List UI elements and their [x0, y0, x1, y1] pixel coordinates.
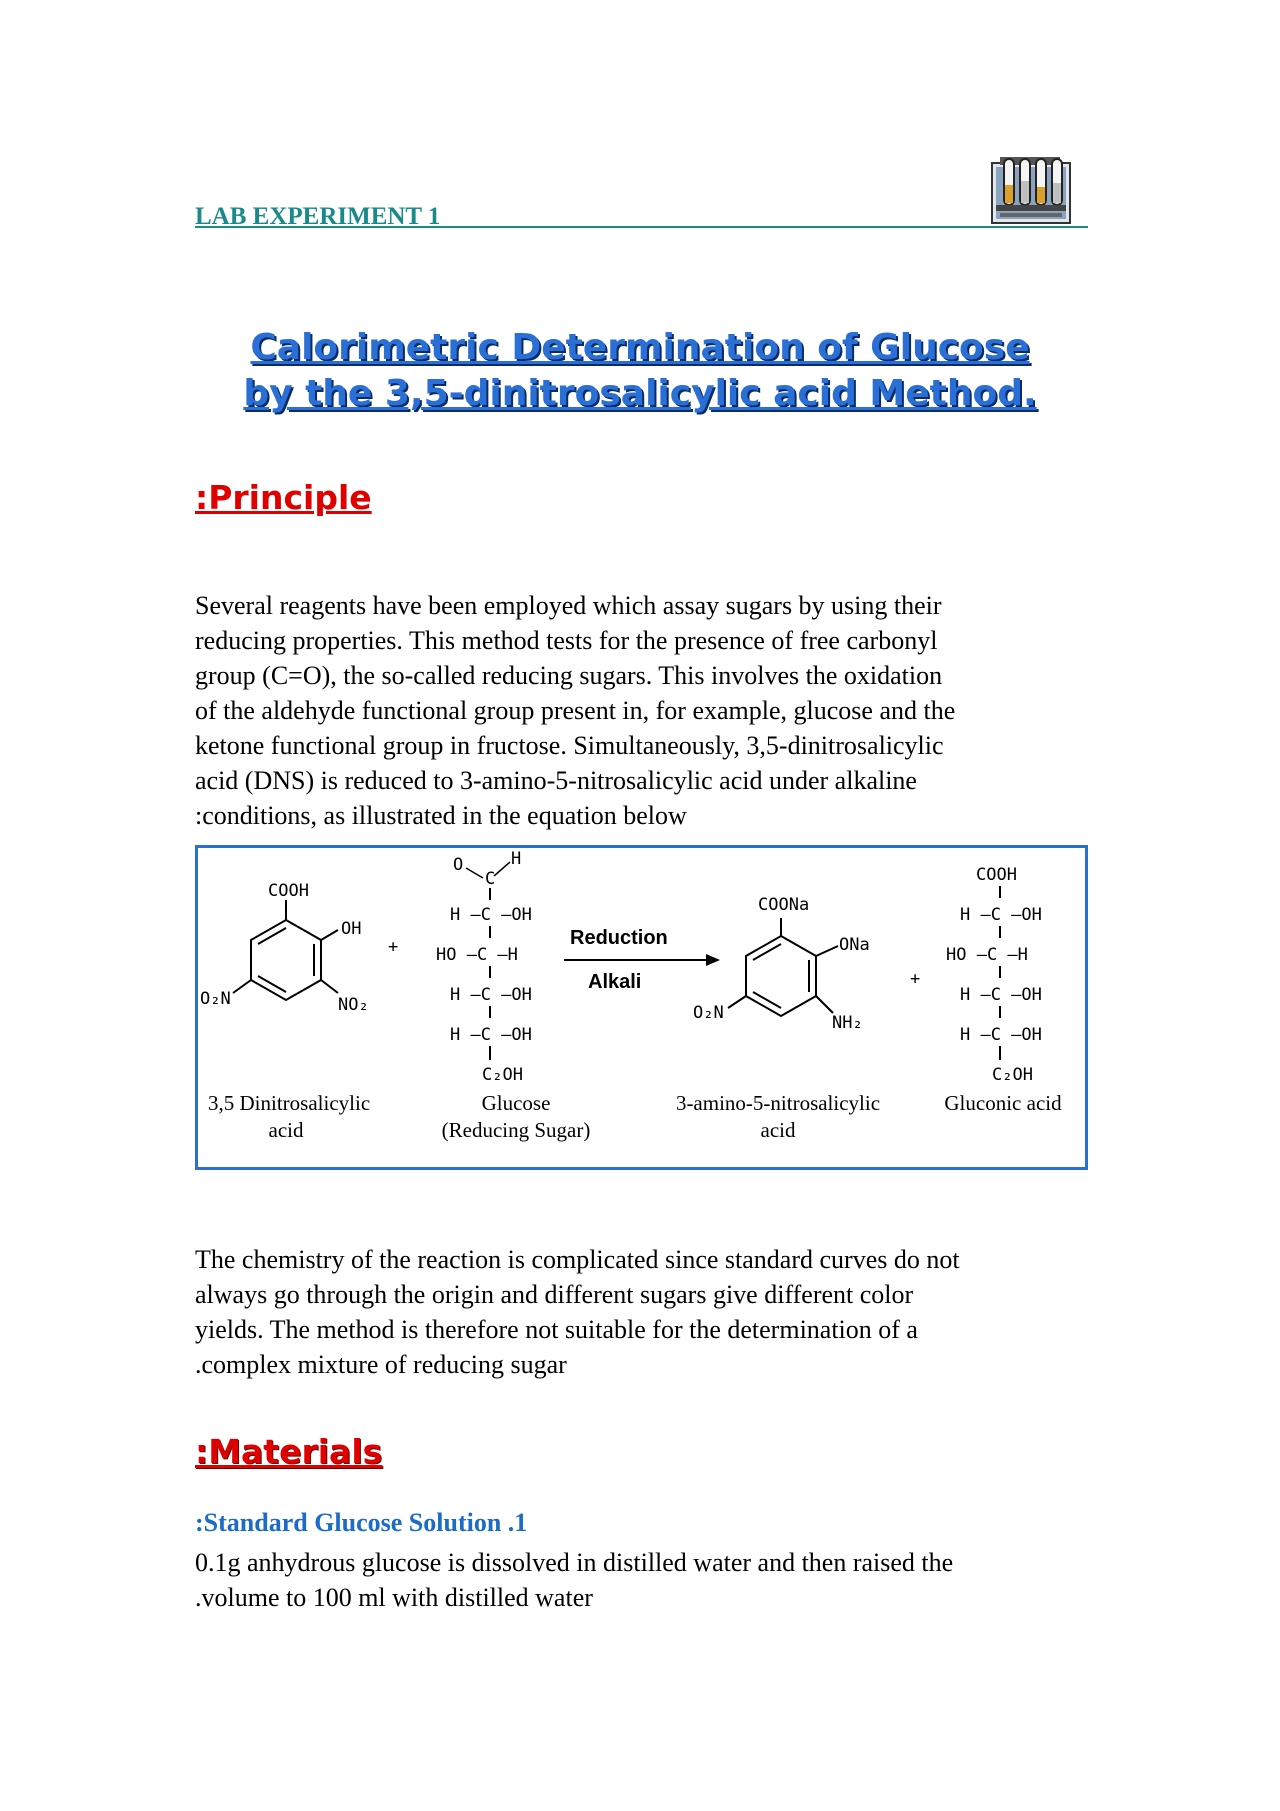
dns-o2n: O₂N: [200, 989, 231, 1009]
materials-line: .volume to 100 ml with distilled water: [195, 1583, 593, 1612]
standard-glucose-heading: :Standard Glucose Solution .1: [195, 1508, 528, 1537]
svg-text:HO –C –H: HO –C –H: [436, 945, 518, 965]
glucose-molecule: [436, 849, 532, 1085]
svg-text:COOH: COOH: [976, 865, 1017, 885]
plus-sign-1: +: [388, 937, 399, 957]
dns-caption-2: acid: [268, 1118, 304, 1142]
header-underline: [195, 226, 1088, 228]
materials-heading: :Materials: [195, 1432, 383, 1471]
principle-line: acid (DNS) is reduced to 3-amino-5-nitrosalicylic acid under alkaline: [195, 766, 917, 795]
reduction-label: Reduction: [570, 927, 668, 949]
dns-oh: OH: [341, 919, 362, 939]
reaction-equation-figure: [195, 845, 1088, 1170]
principle-paragraph: [195, 588, 1095, 833]
product-coona: COONa: [758, 895, 810, 915]
svg-text:C₂OH: C₂OH: [482, 1065, 523, 1085]
principle-line: The chemistry of the reaction is complicated since standard curves do not: [195, 1245, 960, 1274]
dns-no2: NO₂: [338, 995, 369, 1015]
svg-text:H –C –OH: H –C –OH: [960, 985, 1042, 1005]
title-line-2: by the 3,5-dinitrosalicylic acid Method.: [243, 373, 1037, 414]
principle-line: always go through the origin and different sugars give different color: [195, 1280, 914, 1309]
principle-line: group (C=O), the so-called reducing sugars. This involves the oxidation: [195, 661, 943, 690]
principle-line: ketone functional group in fructose. Simultaneously, 3,5-dinitrosalicylic: [195, 731, 944, 760]
product-molecule: [728, 918, 838, 1016]
dns-cooh: COOH: [268, 881, 309, 901]
principle-line: yields. The method is therefore not suitable for the determination of a: [195, 1315, 918, 1344]
principle-line: :conditions, as illustrated in the equation below: [195, 801, 687, 830]
alkali-label: Alkali: [588, 971, 642, 993]
glucose-caption-1: Glucose: [481, 1091, 551, 1115]
title-line-1: Calorimetric Determination of Glucose: [250, 327, 1030, 368]
reaction-paragraph: [195, 1242, 1095, 1382]
svg-text:HO –C –H: HO –C –H: [946, 945, 1028, 965]
svg-text:H –C –OH: H –C –OH: [450, 905, 532, 925]
gluconic-acid-molecule: [946, 865, 1042, 1085]
principle-line: Several reagents have been employed which assay sugars by using their: [195, 591, 942, 620]
materials-paragraph: [195, 1545, 1095, 1615]
svg-text:C₂OH: C₂OH: [992, 1065, 1033, 1085]
gluconic-caption: Gluconic acid: [944, 1091, 1062, 1115]
product-caption-2: acid: [760, 1118, 796, 1142]
dns-molecule: [233, 900, 338, 1000]
svg-text:H –C –OH: H –C –OH: [960, 1025, 1042, 1045]
test-tubes-icon: [990, 155, 1074, 227]
plus-sign-2: +: [910, 969, 921, 989]
glucose-caption-2: (Reducing Sugar): [441, 1118, 591, 1142]
product-ona: ONa: [839, 935, 870, 955]
product-caption-1: 3-amino-5-nitrosalicylic: [675, 1091, 881, 1115]
svg-text:H –C –OH: H –C –OH: [450, 985, 532, 1005]
svg-text:C: C: [485, 869, 496, 889]
page-title: [160, 325, 1120, 417]
product-nh2: NH₂: [832, 1013, 863, 1033]
svg-text:O: O: [453, 855, 464, 875]
svg-text:H –C –OH: H –C –OH: [450, 1025, 532, 1045]
materials-line: 0.1g anhydrous glucose is dissolved in distilled water and then raised the: [195, 1548, 954, 1577]
svg-text:H –C –OH: H –C –OH: [960, 905, 1042, 925]
principle-line: reducing properties. This method tests for the presence of free carbonyl: [195, 626, 938, 655]
principle-line: .complex mixture of reducing sugar: [195, 1350, 567, 1379]
lab-experiment-title: LAB EXPERIMENT 1: [195, 203, 441, 230]
product-o2n: O₂N: [693, 1003, 724, 1023]
principle-line: of the aldehyde functional group present in, for example, glucose and the: [195, 696, 956, 725]
principle-heading: :Principle: [195, 478, 372, 517]
svg-text:H: H: [511, 849, 522, 869]
dns-caption-1: 3,5 Dinitrosalicylic: [208, 1091, 371, 1115]
